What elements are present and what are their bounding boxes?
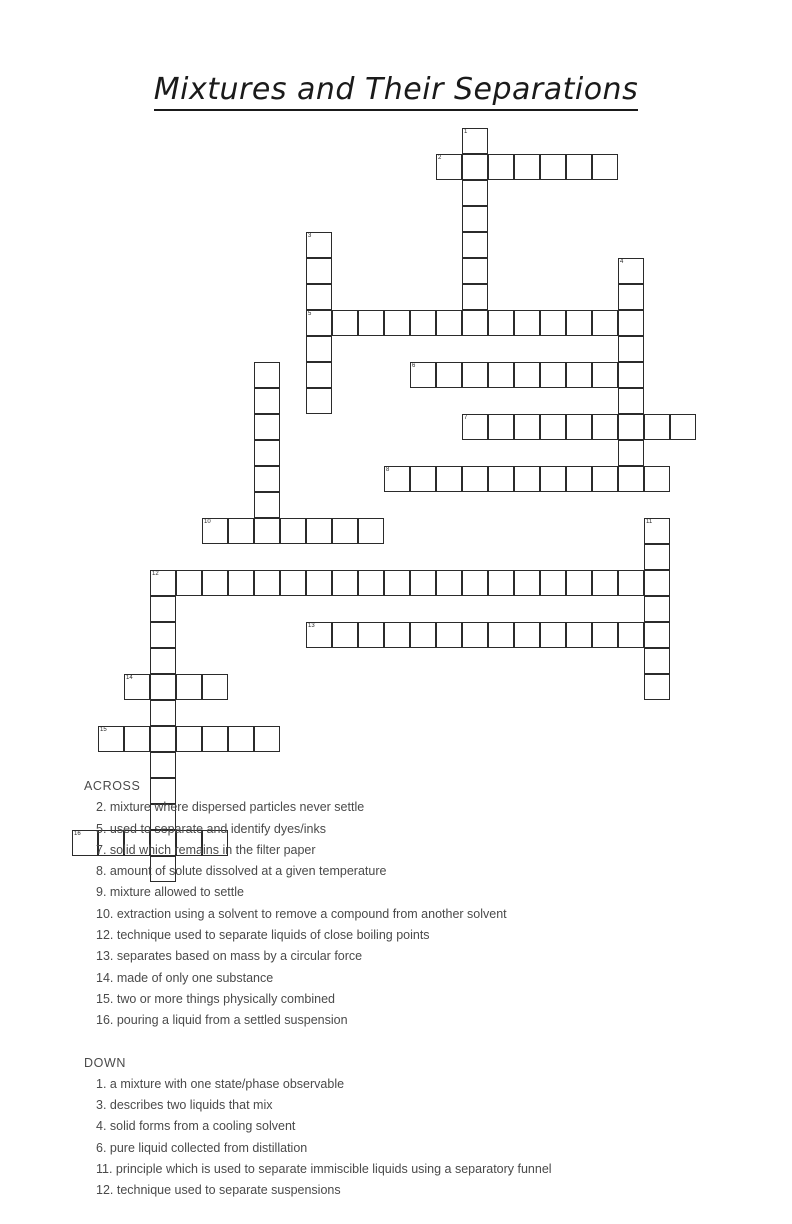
crossword-cell[interactable] [358,570,384,596]
crossword-cell[interactable] [410,362,436,388]
crossword-cell[interactable] [228,726,254,752]
clue-item: 6. pure liquid collected from distillation [96,1140,308,1155]
clue-item: 16. pouring a liquid from a settled suspension [96,1013,348,1028]
crossword-cell[interactable] [124,726,150,752]
crossword-cell[interactable] [592,414,618,440]
crossword-cell[interactable] [488,154,514,180]
crossword-cell[interactable] [644,674,670,700]
crossword-cell[interactable] [592,310,618,336]
cell-number: 4 [620,259,624,265]
crossword-cell[interactable] [566,622,592,648]
crossword-cell[interactable] [254,466,280,492]
clue-item: 8. amount of solute dissolved at a given temperature [96,864,387,879]
cell-number: 5 [308,311,312,317]
cell-number: 13 [308,623,315,629]
crossword-cell[interactable] [514,466,540,492]
crossword-cell[interactable] [670,414,696,440]
clues-section [84,776,724,1202]
crossword-cell[interactable] [514,310,540,336]
crossword-cell[interactable] [150,570,176,596]
crossword-cell[interactable] [514,414,540,440]
crossword-cell[interactable] [618,388,644,414]
crossword-cell[interactable] [540,154,566,180]
crossword-cell[interactable] [306,362,332,388]
clue-item: 14. made of only one substance [96,970,274,985]
crossword-cell[interactable] [306,258,332,284]
crossword-cell[interactable] [514,570,540,596]
cell-number: 6 [412,363,416,369]
crossword-cell[interactable] [488,622,514,648]
crossword-cell[interactable] [462,206,488,232]
crossword-cell[interactable] [618,414,644,440]
crossword-cell[interactable] [306,336,332,362]
crossword-cell[interactable] [462,284,488,310]
crossword-cell[interactable] [514,154,540,180]
clue-item: 3. describes two liquids that mix [96,1098,273,1113]
crossword-cell[interactable] [462,232,488,258]
crossword-cell[interactable] [306,310,332,336]
crossword-cell[interactable] [254,440,280,466]
crossword-cell[interactable] [540,414,566,440]
crossword-cell[interactable] [644,622,670,648]
clue-item: 7. solid which remains in the filter paper [96,842,316,857]
cell-number: 16 [74,831,81,837]
crossword-cell[interactable] [592,570,618,596]
down-clue-list [84,1074,724,1202]
crossword-cell[interactable] [254,414,280,440]
crossword-cell[interactable] [384,310,410,336]
crossword-cell[interactable] [410,466,436,492]
crossword-cell[interactable] [618,466,644,492]
crossword-cell[interactable] [410,570,436,596]
crossword-cell[interactable] [332,570,358,596]
crossword-cell[interactable] [514,362,540,388]
crossword-cell[interactable] [540,622,566,648]
crossword-cell[interactable] [98,726,124,752]
crossword-cell[interactable] [124,674,150,700]
crossword-cell[interactable] [254,362,280,388]
cell-number: 8 [386,467,390,473]
crossword-cell[interactable] [644,570,670,596]
crossword-cell[interactable] [618,570,644,596]
crossword-cell[interactable] [462,180,488,206]
crossword-cell[interactable] [592,622,618,648]
crossword-cell[interactable] [618,362,644,388]
crossword-cell[interactable] [566,414,592,440]
crossword-cell[interactable] [592,466,618,492]
crossword-cell[interactable] [540,362,566,388]
crossword-cell[interactable] [618,284,644,310]
crossword-cell[interactable] [540,570,566,596]
page-title: Mixtures and Their Separations [0,72,792,107]
crossword-cell[interactable] [306,232,332,258]
crossword-cell[interactable] [540,466,566,492]
crossword-cell[interactable] [436,310,462,336]
crossword-cell[interactable] [514,622,540,648]
crossword-cell[interactable] [384,570,410,596]
crossword-cell[interactable] [254,518,280,544]
cell-number: 10 [204,519,211,525]
crossword-cell[interactable] [618,310,644,336]
crossword-cell[interactable] [488,466,514,492]
crossword-cell[interactable] [488,414,514,440]
crossword-cell[interactable] [254,726,280,752]
crossword-cell[interactable] [462,362,488,388]
crossword-cell[interactable] [462,258,488,284]
crossword-cell[interactable] [150,674,176,700]
crossword-cell[interactable] [332,518,358,544]
crossword-cell[interactable] [436,362,462,388]
crossword-cell[interactable] [436,466,462,492]
crossword-cell[interactable] [592,154,618,180]
clue-item: 15. two or more things physically combined [96,991,336,1006]
crossword-cell[interactable] [462,128,488,154]
clue-item: 10. extraction using a solvent to remove a compound from another solvent [96,906,507,921]
clue-item: 5. used to separate and identify dyes/inks [96,821,327,836]
crossword-cell[interactable] [566,362,592,388]
across-heading: ACROSS [84,779,141,793]
crossword-cell[interactable] [566,466,592,492]
crossword-cell[interactable] [228,570,254,596]
cell-number: 11 [646,519,653,525]
crossword-cell[interactable] [358,622,384,648]
cell-number: 2 [438,155,442,161]
crossword-cell[interactable] [358,518,384,544]
crossword-cell[interactable] [462,622,488,648]
cell-number: 12 [152,571,159,577]
crossword-cell[interactable] [306,284,332,310]
crossword-cell[interactable] [644,596,670,622]
crossword-cell[interactable] [280,518,306,544]
crossword-cell[interactable] [644,414,670,440]
crossword-cell[interactable] [488,362,514,388]
crossword-cell[interactable] [436,622,462,648]
clue-item: 9. mixture allowed to settle [96,885,244,900]
crossword-cell[interactable] [410,622,436,648]
crossword-cell[interactable] [488,570,514,596]
crossword-cell[interactable] [462,570,488,596]
clue-item: 2. mixture where dispersed particles never settle [96,800,365,815]
crossword-cell[interactable] [228,518,254,544]
clue-item: 4. solid forms from a cooling solvent [96,1119,296,1134]
cell-number: 1 [464,129,468,135]
crossword-cell[interactable] [332,310,358,336]
crossword-cell[interactable] [644,518,670,544]
crossword-cell[interactable] [176,726,202,752]
crossword-cell[interactable] [150,726,176,752]
down-heading: DOWN [84,1055,126,1070]
crossword-cell[interactable] [618,440,644,466]
crossword-cell[interactable] [644,466,670,492]
crossword-cell[interactable] [358,310,384,336]
crossword-cell[interactable] [254,388,280,414]
crossword-cell[interactable] [254,570,280,596]
clue-item: 11. principle which is used to separate immiscible liquids using a separatory funnel [96,1162,552,1177]
crossword-cell[interactable] [618,622,644,648]
clue-spacer [84,1032,724,1053]
crossword-cell[interactable] [644,648,670,674]
crossword-cell[interactable] [436,154,462,180]
clue-item: 12. technique used to separate suspensions [96,1183,341,1198]
cell-number: 15 [100,727,107,733]
crossword-cell[interactable] [150,700,176,726]
cell-number: 14 [126,675,133,681]
crossword-cell[interactable] [618,258,644,284]
crossword-cell[interactable] [202,518,228,544]
crossword-cell[interactable] [332,622,358,648]
across-clue-list [84,797,724,1031]
crossword-cell[interactable] [306,622,332,648]
crossword-cell[interactable] [410,310,436,336]
crossword-cell[interactable] [488,310,514,336]
crossword-cell[interactable] [254,492,280,518]
crossword-cell[interactable] [150,622,176,648]
cell-number: 3 [308,233,312,239]
crossword-cell[interactable] [566,154,592,180]
crossword-cell[interactable] [592,362,618,388]
crossword-cell[interactable] [462,466,488,492]
crossword-cell[interactable] [462,154,488,180]
clue-item: 1. a mixture with one state/phase observable [96,1076,345,1091]
crossword-cell[interactable] [306,570,332,596]
crossword-cell[interactable] [150,648,176,674]
crossword-cell[interactable] [150,596,176,622]
crossword-cell[interactable] [462,414,488,440]
clue-item: 13. separates based on mass by a circular force [96,949,363,964]
crossword-cell[interactable] [202,674,228,700]
clue-item: 12. technique used to separate liquids of close boiling points [96,928,430,943]
crossword-cell[interactable] [280,570,306,596]
crossword-cell[interactable] [202,726,228,752]
crossword-cell[interactable] [150,752,176,778]
crossword-cell[interactable] [436,570,462,596]
crossword-cell[interactable] [202,570,228,596]
crossword-cell[interactable] [384,466,410,492]
crossword-cell[interactable] [176,674,202,700]
crossword-cell[interactable] [306,518,332,544]
crossword-cell[interactable] [384,622,410,648]
crossword-cell[interactable] [566,310,592,336]
crossword-cell[interactable] [176,570,202,596]
crossword-cell[interactable] [644,544,670,570]
crossword-cell[interactable] [306,388,332,414]
crossword-cell[interactable] [566,570,592,596]
cell-number: 7 [464,415,468,421]
crossword-cell[interactable] [618,336,644,362]
crossword-cell[interactable] [540,310,566,336]
crossword-cell[interactable] [462,310,488,336]
